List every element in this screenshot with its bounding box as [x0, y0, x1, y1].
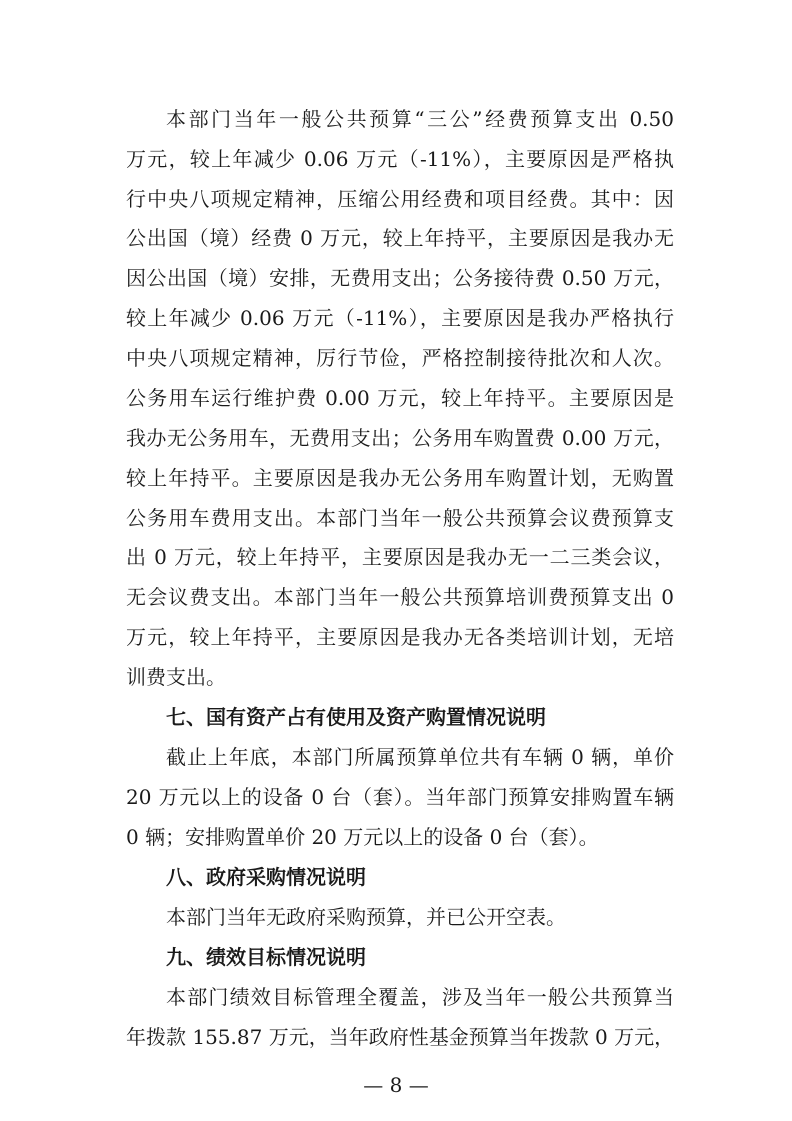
paragraph-line: 行中央八项规定精神，压缩公用经费和项目经费。其中：因	[126, 187, 674, 211]
paragraph-line: 年拨款 155.87 万元，当年政府性基金预算当年拨款 0 万元，	[126, 1025, 675, 1049]
paragraph-line: 万元，较上年持平，主要原因是我办无各类培训计划，无培	[126, 625, 674, 649]
page-number: — 8 —	[363, 1073, 429, 1097]
paragraph-line: 本部门当年一般公共预算“三公”经费预算支出 0.50	[166, 107, 674, 131]
paragraph-line: 公务用车运行维护费 0.00 万元，较上年持平。主要原因是	[126, 386, 674, 410]
paragraph-line: 20 万元以上的设备 0 台（套）。当年部门预算安排购置车辆	[126, 785, 674, 809]
paragraph-line: 中央八项规定精神，厉行节俭，严格控制接待批次和人次。	[126, 346, 674, 370]
paragraph-line: 公务用车费用支出。本部门当年一般公共预算会议费预算支	[126, 506, 674, 530]
section-heading-procurement: 八、政府采购情况说明	[166, 865, 366, 889]
paragraph-line: 截止上年底，本部门所属预算单位共有车辆 0 辆，单价	[166, 745, 674, 769]
paragraph-line: 本部门绩效目标管理全覆盖，涉及当年一般公共预算当	[166, 985, 674, 1009]
paragraph-line: 出 0 万元，较上年持平，主要原因是我办无一二三类会议，	[126, 545, 674, 569]
paragraph-line: 较上年持平。主要原因是我办无公务用车购置计划，无购置	[126, 466, 674, 490]
paragraph-line: 较上年减少 0.06 万元（-11%），主要原因是我办严格执行	[126, 306, 674, 330]
paragraph-line: 训费支出。	[126, 665, 226, 689]
paragraph-line: 0 辆；安排购置单价 20 万元以上的设备 0 台（套）。	[126, 825, 599, 849]
paragraph-line: 我办无公务用车，无费用支出；公务用车购置费 0.00 万元，	[126, 426, 674, 450]
paragraph-line: 无会议费支出。本部门当年一般公共预算培训费预算支出 0	[126, 585, 674, 609]
section-heading-assets: 七、国有资产占有使用及资产购置情况说明	[166, 705, 546, 729]
section-heading-performance: 九、绩效目标情况说明	[166, 945, 366, 969]
paragraph-line: 因公出国（境）安排，无费用支出；公务接待费 0.50 万元，	[126, 266, 674, 290]
paragraph-line: 本部门当年无政府采购预算，并已公开空表。	[166, 905, 566, 929]
paragraph-line: 公出国（境）经费 0 万元，较上年持平，主要原因是我办无	[126, 226, 674, 250]
paragraph-line: 万元，较上年减少 0.06 万元（-11%），主要原因是严格执	[126, 147, 674, 171]
